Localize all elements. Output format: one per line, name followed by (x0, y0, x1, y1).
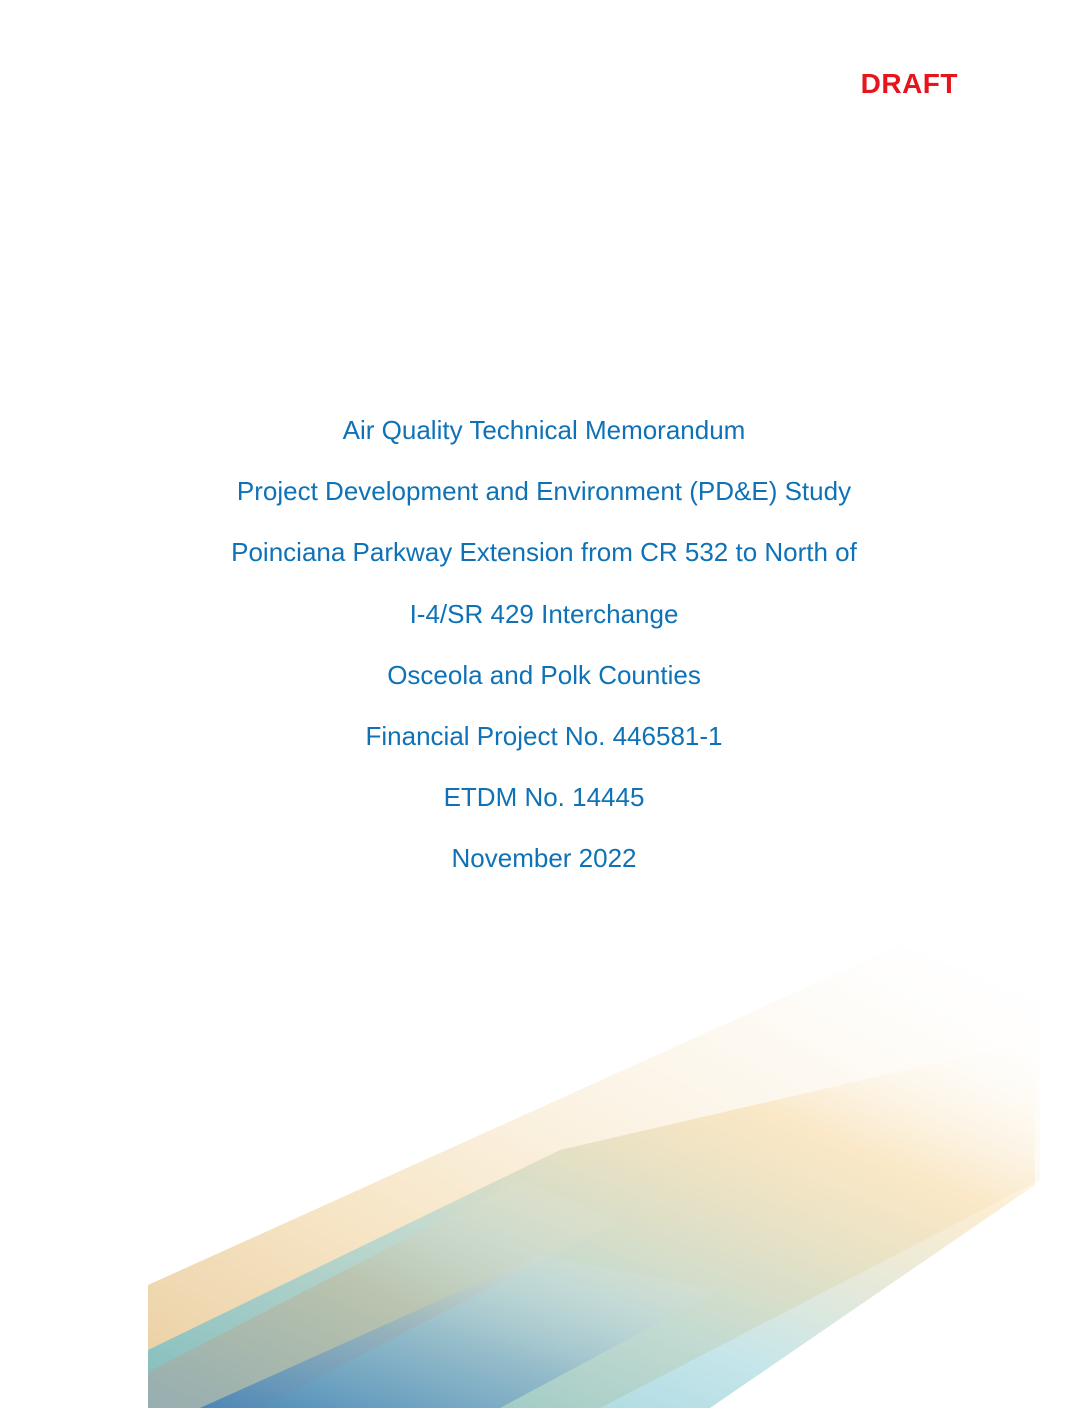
counties: Osceola and Polk Counties (387, 659, 701, 690)
blue-band (200, 1255, 720, 1408)
document-date: November 2022 (451, 843, 637, 874)
draft-stamp: DRAFT (860, 68, 958, 99)
gold-band (148, 945, 1040, 1408)
project-description-line-1: Poinciana Parkway Extension from CR 532 to North of (231, 537, 857, 568)
study-name: Project Development and Environment (PD&E) Study (236, 476, 852, 507)
etdm-number: ETDM No. 14445 (443, 782, 645, 813)
title-block (0, 400, 1088, 890)
financial-project-number: Financial Project No. 446581-1 (365, 721, 723, 752)
gray-band (148, 1180, 620, 1408)
document-title: Air Quality Technical Memorandum (342, 415, 746, 445)
teal-band (148, 1040, 1035, 1408)
project-description-line-2: I-4/SR 429 Interchange (409, 598, 679, 629)
